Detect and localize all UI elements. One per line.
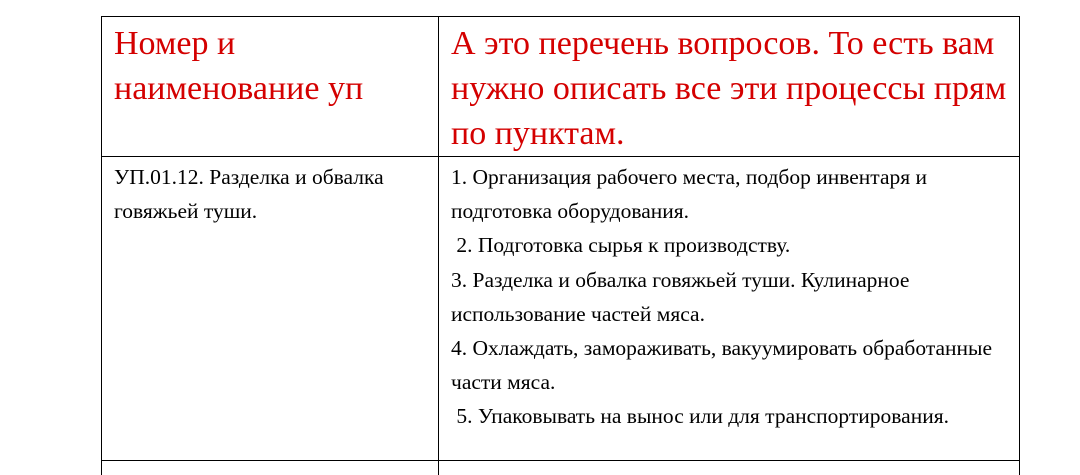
table-row <box>102 157 1020 461</box>
header-cell-questions <box>439 17 1020 157</box>
next-row-left-cell <box>102 461 439 475</box>
header-cell-number-name <box>102 17 439 157</box>
list-item: 2. Подготовка сырья к производству. <box>451 233 791 258</box>
next-row-right-cell <box>439 461 1020 475</box>
list-item: 5. Упаковывать на вынос или для транспортирования. <box>451 404 949 429</box>
practice-table <box>101 16 1020 475</box>
table-header-row <box>102 17 1020 157</box>
list-item: 4. Охлаждать, замораживать, вакуумировать обработанные части мяса. <box>451 336 998 395</box>
list-item: 3. Разделка и обвалка говяжьей туши. Кулинарное использование частей мяса. <box>451 267 915 326</box>
table-row-partial <box>102 461 1020 475</box>
practice-items-cell <box>439 157 1020 461</box>
list-item: 1. Организация рабочего места, подбор инвентаря и подготовка оборудования. <box>451 165 933 224</box>
header-questions-text: А это перечень вопросов. То есть вам нужно описать все эти процессы прям по пунктам. <box>451 25 1007 152</box>
practice-name-cell <box>102 157 439 461</box>
practice-name-text: УП.01.12. Разделка и обвалка говяжьей туши. <box>114 165 384 224</box>
header-number-name-text: Номер и наименование уп <box>114 25 364 107</box>
practice-items-list <box>439 157 1019 434</box>
